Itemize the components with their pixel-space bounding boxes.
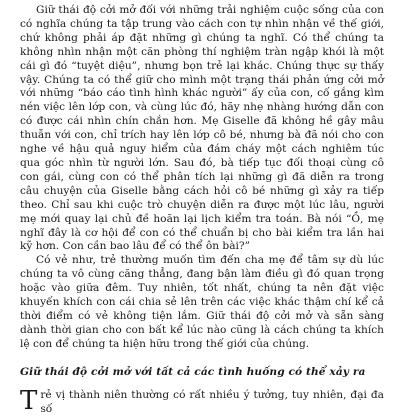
drop-cap: T — [20, 385, 38, 416]
body-paragraph-3 — [20, 385, 384, 416]
body-paragraph-1: Giữ thái độ cởi mở đối với những trải nghiệm cuộc sống của con có nghĩa chúng ta tập trung vào cách con tự nhìn nhận về thế giới, chứ không phải áp đặt những gì chúng ta nghĩ. Có thể chúng ta không nhìn nhận một căn phòng thí nghiệm tràn ngập khói là một cái gì đó “tuyệt diệu”, nhưng bọn trẻ lại khác. Chúng thực sự thấy vậy. Chúng ta có thể giữ cho mình một trạng thái phản ứng cởi mở với những “báo cáo tình hình khác người” ấy của con, cố gắng kìm nén việc lên lớp con, và cùng lúc đó, hãy nhẹ nhàng hướng dẫn con có được cái nhìn chín chắn hơn. Mẹ Giselle đã không hề gây mâu thuẫn với con, chỉ trích hay lên lớp cô bé, nhưng bà đã nói cho con nghe về hậu quả nguy hiểm của đám cháy một cách nghiêm túc qua góc nhìn từ người lớn. Sau đó, bà tiếp tục đối thoại cùng cô con gái, cùng con có thể phân tích lại những gì đã diễn ra trong câu chuyện của Giselle bằng cách hỏi cô bé những gì xảy ra tiếp theo. Chỉ sau khi cuộc trò chuyện diễn ra được một lúc lâu, người mẹ mới quay lại chủ đề hoãn lại lịch kiểm tra toán. Bà nói “Ồ, mẹ nghĩ đây là cơ hội để con có thể chuẩn bị cho bài kiểm tra lần hai kỹ hơn. Con cần bao lâu để có thể ôn bài?” — [20, 4, 384, 253]
body-paragraph-3-text: rẻ vị thành niên thường có rất nhiều ý tưởng, tuy nhiên, đại đa số — [40, 388, 384, 415]
document-page — [20, 4, 384, 416]
section-heading: Giữ thái độ cởi mở với tất cả các tình huống có thể xảy ra — [20, 365, 366, 378]
body-paragraph-2: Có vẻ như, trẻ thường muốn tìm đến cha mẹ để tâm sự dù lúc chúng ta vô cùng căng thẳng, đang bận làm điều gì đó quan trọng hoặc vào giữa đêm. Tuy nhiên, tốt nhất, chúng ta nên đặt việc khuyến khích con cái chia sẻ lên trên các việc khác thậm chí kể cả thời điểm có vẻ không tiện lắm. Giữ thái độ cởi mở và sẵn sàng dành thời gian cho con bất kể lúc nào cũng là cách chúng ta khích lệ con để chúng ta hiện hữu trong thế giới của chúng. — [20, 254, 384, 350]
